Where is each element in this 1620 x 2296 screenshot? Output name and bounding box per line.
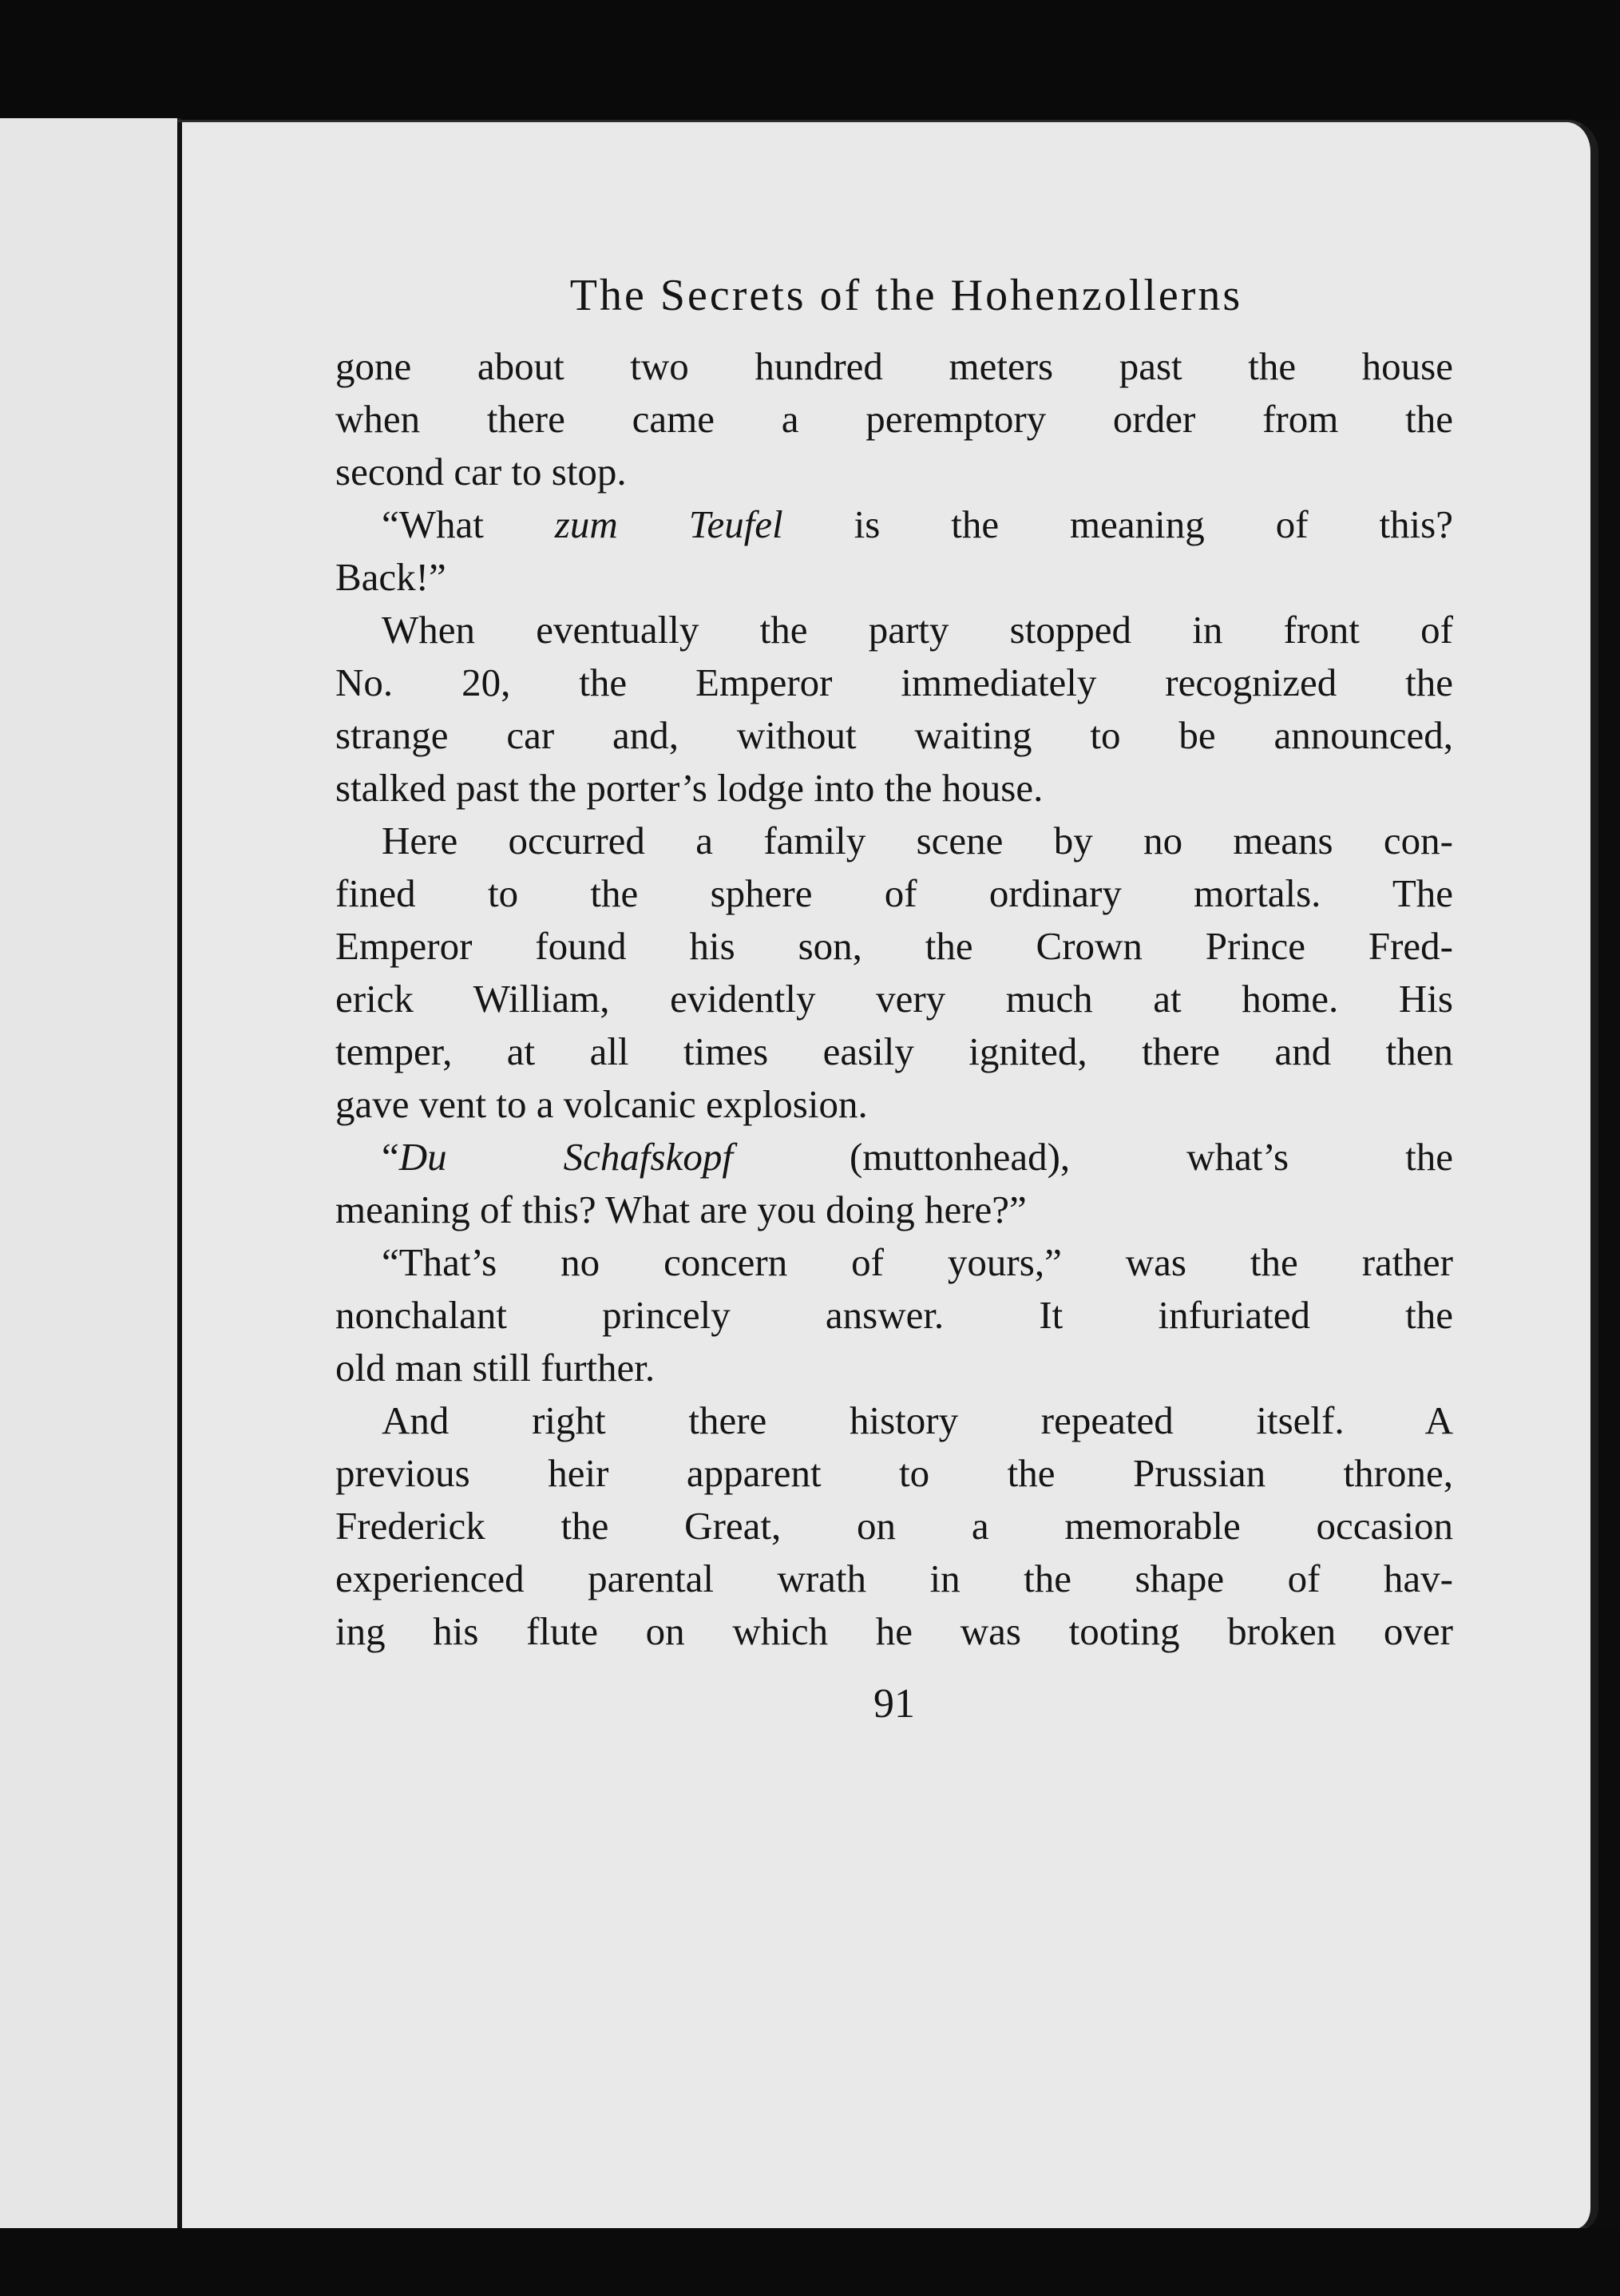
facing-page-edge xyxy=(0,118,181,2235)
scan-top-border xyxy=(0,0,1620,120)
paragraph-4 xyxy=(335,815,1453,1131)
text-block xyxy=(335,270,1453,1727)
paragraph-7 xyxy=(335,1394,1453,1658)
page-gutter-line xyxy=(177,122,182,2229)
text-line: erick William, evidently very much at home. His xyxy=(335,977,1453,1021)
text-line: experienced parental wrath in the shape of hav- xyxy=(335,1556,1453,1600)
text-line: temper, at all times easily ignited, there and then xyxy=(335,1029,1453,1073)
running-head: The Secrets of the Hohenzollerns xyxy=(569,271,1243,320)
text-line: Emperor found his son, the Crown Prince Fred- xyxy=(335,924,1453,968)
text-line: gone about two hundred meters past the house xyxy=(335,344,1453,388)
text-line: strange car and, without waiting to be announced, xyxy=(335,713,1453,757)
page-number: 91 xyxy=(873,1681,915,1727)
text-line: old man still further. xyxy=(335,1346,656,1390)
text-line: “That’s no concern of yours,” was the rather xyxy=(382,1240,1453,1284)
text-line: gave vent to a volcanic explosion. xyxy=(335,1082,868,1126)
text-line: previous heir apparent to the Prussian throne, xyxy=(335,1451,1453,1495)
text-line: ing his flute on which he was tooting broken over xyxy=(335,1609,1453,1653)
text-line: No. 20, the Emperor immediately recognized the xyxy=(335,660,1453,704)
book-page xyxy=(177,120,1598,2232)
scan-bottom-border xyxy=(0,2228,1620,2296)
paragraph-3 xyxy=(335,604,1453,815)
text-line: meaning of this? What are you doing here?” xyxy=(335,1188,1027,1231)
paragraph-5 xyxy=(335,1131,1453,1236)
text-line: fined to the sphere of ordinary mortals. The xyxy=(335,871,1453,915)
paragraph-6 xyxy=(335,1236,1453,1394)
text-line: Frederick the Great, on a memorable occasion xyxy=(335,1504,1453,1548)
text-line: “Du Schafskopf (muttonhead), what’s the xyxy=(382,1135,1453,1179)
paragraph-1 xyxy=(335,340,1453,498)
paragraph-2 xyxy=(335,498,1453,604)
text-line: And right there history repeated itself. A xyxy=(382,1398,1453,1442)
text-line: when there came a peremptory order from the xyxy=(335,397,1453,441)
text-line: “What zum Teufel is the meaning of this? xyxy=(382,502,1453,546)
text-line: When eventually the party stopped in front of xyxy=(382,608,1453,652)
text-line: Back!” xyxy=(335,555,446,599)
text-line: Here occurred a family scene by no means con- xyxy=(382,819,1453,862)
text-line: nonchalant princely answer. It infuriated the xyxy=(335,1293,1453,1337)
text-line: second car to stop. xyxy=(335,450,627,494)
body-text xyxy=(335,340,1453,1658)
text-line: stalked past the porter’s lodge into the house. xyxy=(335,766,1044,810)
